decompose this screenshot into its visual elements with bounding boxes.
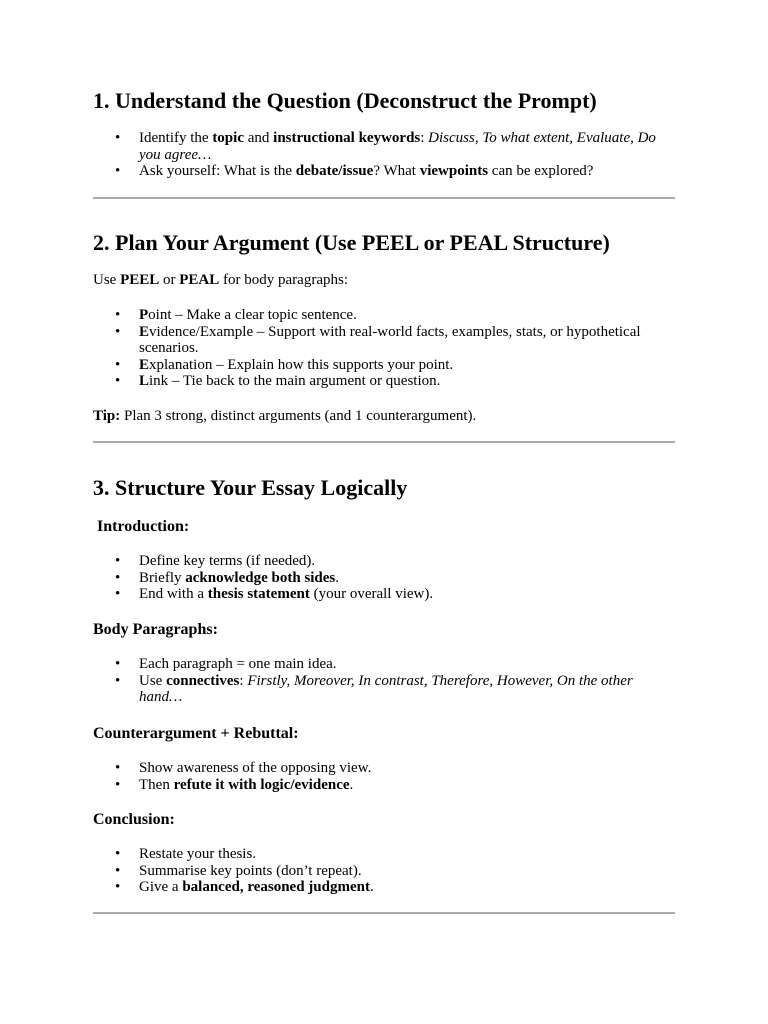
section-2-heading: 2. Plan Your Argument (Use PEEL or PEAL Structure) — [93, 230, 610, 255]
list-item: • Give a balanced, reasoned judgment. — [93, 879, 675, 896]
list-item: • Then refute it with logic/evidence. — [93, 777, 675, 794]
body-paragraphs-list — [93, 656, 675, 706]
peel-list — [93, 307, 675, 390]
section-3-heading: 3. Structure Your Essay Logically — [93, 475, 408, 500]
tip-text: Tip: Plan 3 strong, distinct arguments (and 1 counterargument). — [93, 408, 477, 424]
section-divider — [93, 441, 675, 443]
conclusion-list — [93, 846, 675, 896]
list-item: • Identify the topic and instructional keywords: Discuss, To what extent, Evaluate, Do you agree… — [93, 130, 675, 163]
section-1-list — [93, 130, 675, 180]
list-item: • Summarise key points (don’t repeat). — [93, 863, 675, 880]
list-item: • Each paragraph = one main idea. — [93, 656, 675, 673]
section-1-heading: 1. Understand the Question (Deconstruct the Prompt) — [93, 88, 597, 113]
counterargument-heading: Counterargument + Rebuttal: — [93, 725, 299, 742]
introduction-heading: Introduction: — [93, 518, 190, 535]
body-paragraphs-heading: Body Paragraphs: — [93, 621, 218, 638]
list-item: • Explanation – Explain how this supports your point. — [93, 357, 675, 374]
list-item: • End with a thesis statement (your overall view). — [93, 586, 675, 603]
list-item: • Use connectives: Firstly, Moreover, In contrast, Therefore, However, On the other hand… — [93, 673, 675, 706]
section-divider — [93, 912, 675, 914]
list-item: • Briefly acknowledge both sides. — [93, 570, 675, 587]
section-divider — [93, 197, 675, 199]
list-item: • Link – Tie back to the main argument or question. — [93, 373, 675, 390]
list-item: • Define key terms (if needed). — [93, 553, 675, 570]
conclusion-heading: Conclusion: — [93, 811, 175, 828]
list-item: • Evidence/Example – Support with real-world facts, examples, stats, or hypothetical scenarios. — [93, 324, 675, 357]
counterargument-list — [93, 760, 675, 793]
list-item: • Ask yourself: What is the debate/issue? What viewpoints can be explored? — [93, 163, 675, 180]
list-item: • Point – Make a clear topic sentence. — [93, 307, 675, 324]
list-item: • Restate your thesis. — [93, 846, 675, 863]
list-item: • Show awareness of the opposing view. — [93, 760, 675, 777]
peel-intro: Use PEEL or PEAL for body paragraphs: — [93, 272, 348, 288]
introduction-list — [93, 553, 675, 603]
